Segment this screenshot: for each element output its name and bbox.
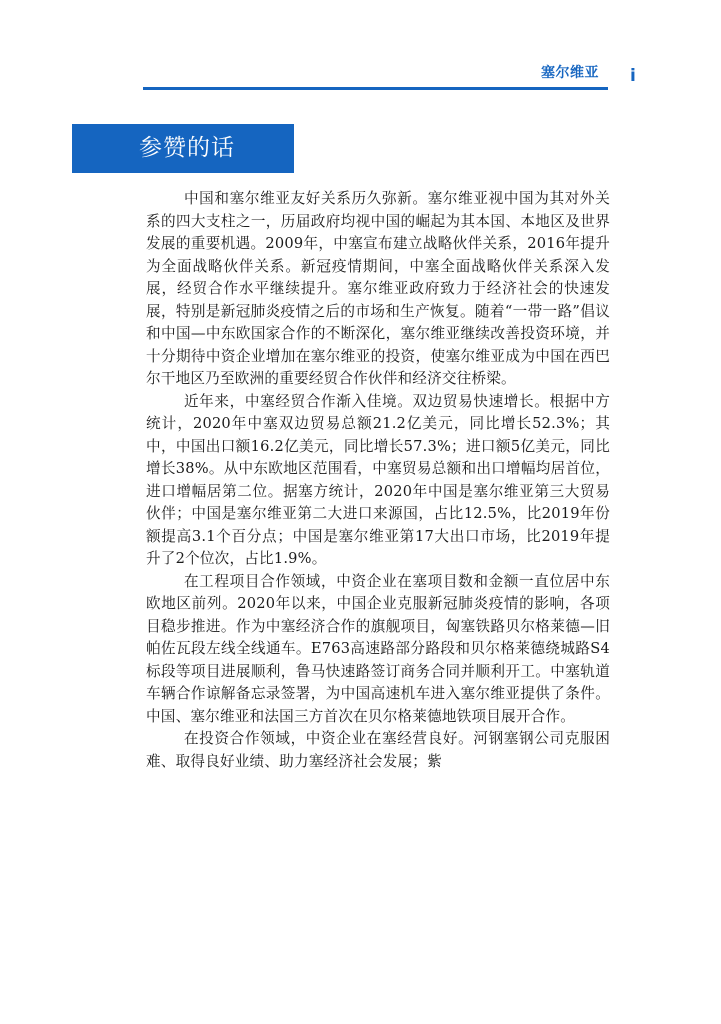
paragraph: 中国和塞尔维亚友好关系历久弥新。塞尔维亚视中国为其对外关系的四大支柱之一，历届政府均视中国的崛起为其本国、本地区及世界发展的重要机遇。2009年，中塞宣布建立战略伙伴关系，2016年提升为全面战略伙伴关系。新冠疫情期间，中塞全面战略伙伴关系深入发展，经贸合作水平继续提升。塞尔维亚政府致力于经济社会的快速发展，特别是新冠肺炎疫情之后的市场和生产恢复。随着“一带一路”倡议和中国—中东欧国家合作的不断深化，塞尔维亚继续改善投资环境，并十分期待中资企业增加在塞尔维亚的投资，使塞尔维亚成为中国在西巴尔干地区乃至欧洲的重要经贸合作伙伴和经济交往桥梁。 (146, 190, 610, 387)
paragraph: 在投资合作领域，中资企业在塞经营良好。河钢塞钢公司克服困难、取得良好业绩、助力塞经济社会发展；紫 (146, 730, 610, 770)
section-title-banner (72, 124, 294, 173)
paragraph: 近年来，中塞经贸合作渐入佳境。双边贸易快速增长。根据中方统计，2020年中塞双边贸易总额21.2亿美元，同比增长52.3%；其中，中国出口额16.2亿美元，同比增长57.3%；进口额5亿美元，同比增长38%。从中东欧地区范围看，中塞贸易总额和出口增幅均居首位，进口增幅居第二位。据塞方统计，2020年中国是塞尔维亚第三大贸易伙伴；中国是塞尔维亚第二大进口来源国，占比12.5%，比2019年份额提高3.1个百分点；中国是塞尔维亚第17大出口市场，比2019年提升了2个位次，占比1.9%。 (146, 392, 610, 567)
running-title: 塞尔维亚 (541, 65, 599, 81)
body-text (146, 188, 610, 773)
header-rule (143, 87, 608, 90)
paragraph: 在工程项目合作领域，中资企业在塞项目数和金额一直位居中东欧地区前列。2020年以来，中国企业克服新冠肺炎疫情的影响，各项目稳步推进。作为中塞经济合作的旗舰项目，匈塞铁路贝尔格莱德—旧帕佐瓦段左线全线通车。E763高速路部分路段和贝尔格莱德绕城路S4标段等项目进展顺利，鲁马快速路签订商务合同并顺利开工。中塞轨道车辆合作谅解备忘录签署，为中国高速机车进入塞尔维亚提供了条件。中国、塞尔维亚和法国三方首次在贝尔格莱德地铁项目展开合作。 (146, 572, 610, 725)
page-number: i (630, 66, 636, 86)
section-title: 参赞的话 (139, 135, 235, 161)
